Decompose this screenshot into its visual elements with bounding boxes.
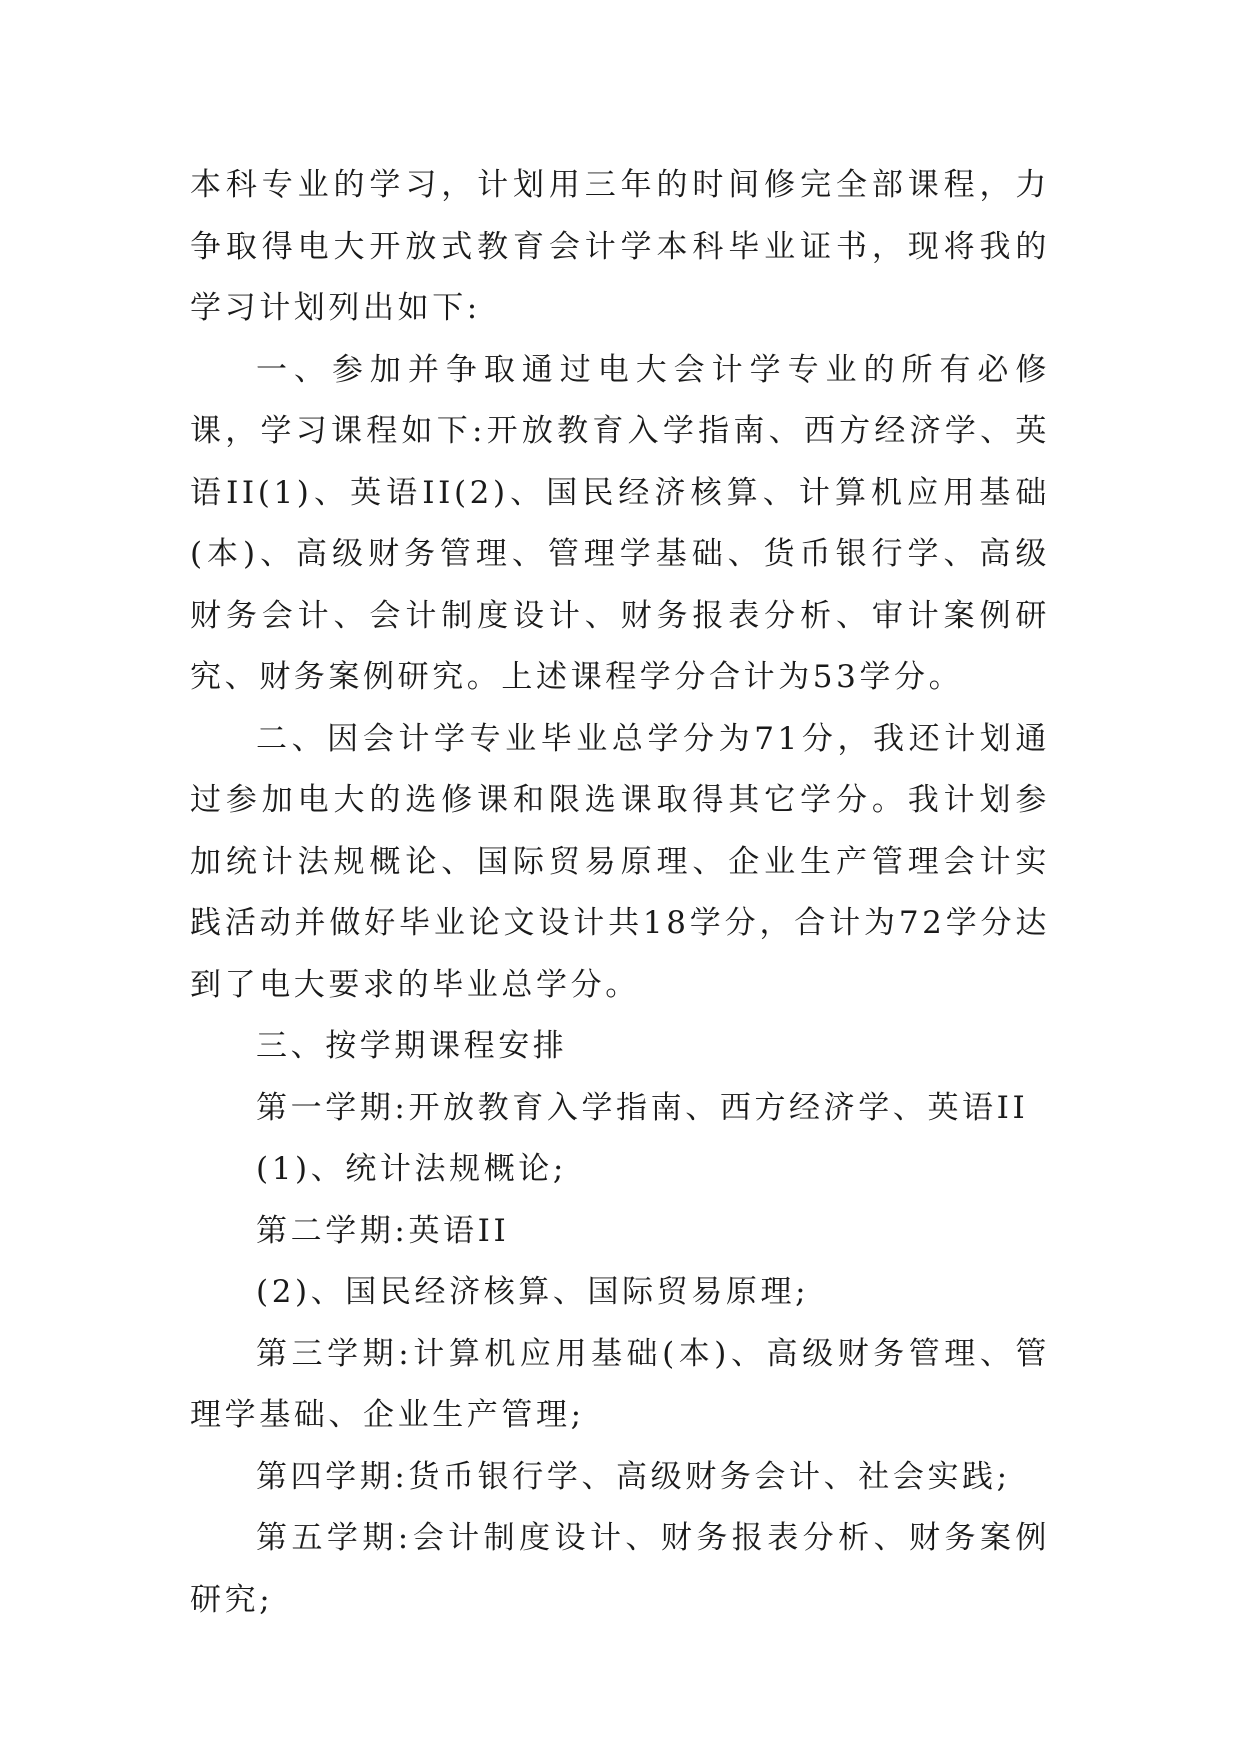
semester-5-line: 第五学期:会计制度设计、财务报表分析、财务案例研究; [190,1520,1050,1618]
semester-2-continuation: (2)、国民经济核算、国际贸易原理; [256,1274,810,1310]
semester-1-line: 第一学期:开放教育入学指南、西方经济学、英语II [256,1089,1029,1126]
semester-2-line: 第二学期:英语II [256,1212,510,1249]
paragraph-elective-courses: 二、因会计学专业毕业总学分为71分，我还计划通过参加电大的选修课和限选课取得其它学分。我计划参加统计法规概论、国际贸易原理、企业生产管理会计实践活动并做好毕业论文设计共18学分，合计为72学分达到了电大要求的毕业总学分。 [190,720,1050,1003]
semester-3-line: 第三学期:计算机应用基础(本)、高级财务管理、管理学基础、企业生产管理; [190,1335,1050,1433]
semester-4-line: 第四学期:货币银行学、高级财务会计、社会实践; [256,1458,1011,1495]
paragraph-required-courses: 一、参加并争取通过电大会计学专业的所有必修课，学习课程如下:开放教育入学指南、西方经济学、英语II(1)、英语II(2)、国民经济核算、计算机应用基础(本)、高级财务管理、管理学基础、货币银行学、高级财务会计、会计制度设计、财务报表分析、审计案例研究、财务案例研究。上述课程学分合计为53学分。 [190,351,1050,695]
paragraph-intro: 本科专业的学习，计划用三年的时间修完全部课程，力争取得电大开放式教育会计学本科毕业证书，现将我的学习计划列出如下: [190,167,1050,326]
section-heading-semester-plan: 三、按学期课程安排 [256,1028,568,1064]
document-body [190,155,1050,1631]
semester-1-continuation: (1)、统计法规概论; [256,1151,567,1187]
